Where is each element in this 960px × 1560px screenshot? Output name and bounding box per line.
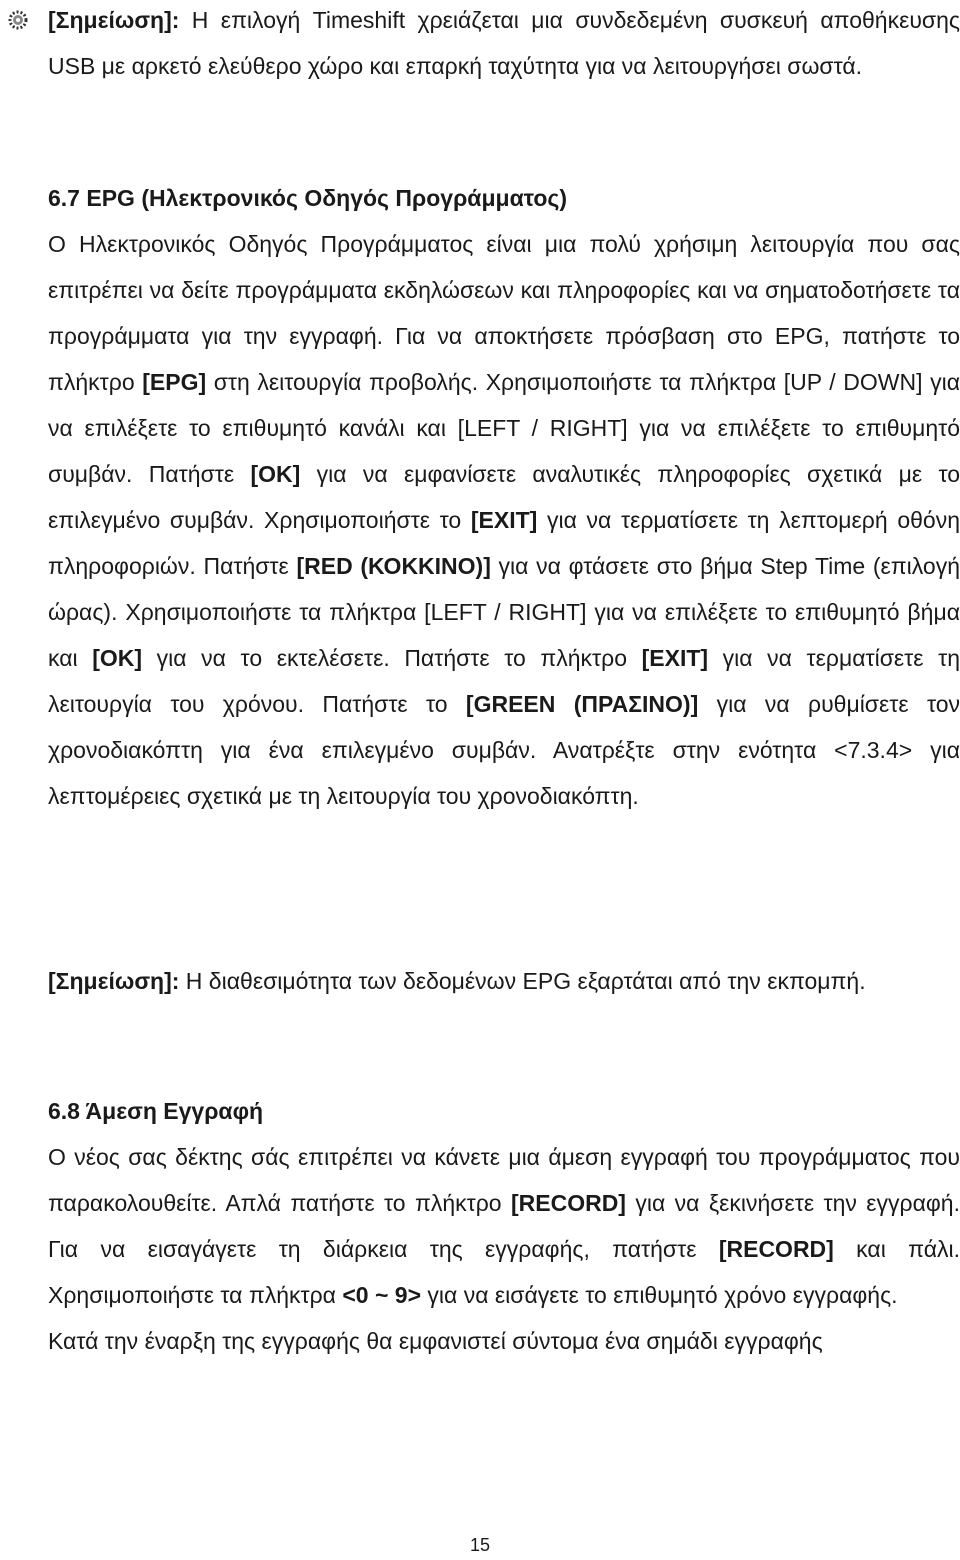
paragraph-text: για να τερματίσετε τη λεπτομερή οθόνη πληροφοριών. Πατήστε bbox=[48, 507, 960, 579]
key-label: [OK] bbox=[250, 461, 301, 487]
key-label: [OK] bbox=[92, 645, 143, 671]
section-instant-recording bbox=[48, 1088, 960, 1364]
paragraph-text: στη λειτουργία προβολής. Χρησιμοποιήστε τα πλήκτρα [UP / DOWN] για να επιλέξετε το επιθυμητό κανάλι και [LEFT / RIGHT] για να επιλέξετε το επιθυμητό συμβάν. Πατήστε bbox=[48, 369, 960, 487]
note-gear-icon bbox=[6, 8, 30, 32]
paragraph-text: και πάλι. Χρησιμοποιήστε τα πλήκτρα bbox=[48, 1236, 960, 1308]
paragraph-text: Ο Ηλεκτρονικός Οδηγός Προγράμματος είναι μια πολύ χρήσιμη λειτουργία που σας επιτρέπει να δείτε προγράμματα εκδηλώσεων και πληροφορίες και να σηματοδοτήσετε τα προγράμματα για την εγγραφή. Για να αποκτήσετε πρόσβαση στο EPG, πατήστε το πλήκτρο bbox=[48, 231, 960, 395]
note-text: Η διαθεσιμότητα των δεδομένων EPG εξαρτάται από την εκπομπή. bbox=[179, 968, 866, 994]
key-label: [RECORD] bbox=[718, 1236, 834, 1262]
section-heading-recording: 6.8 Άμεση Εγγραφή bbox=[48, 1098, 264, 1124]
key-label: [GREEN (ΠΡΑΣΙΝΟ)] bbox=[465, 691, 699, 717]
paragraph-text: Ο νέος σας δέκτης σάς επιτρέπει να κάνετε μια άμεση εγγραφή του προγράμματος που παρακολουθείτε. Απλά πατήστε το πλήκτρο bbox=[48, 1144, 960, 1216]
page-number: 15 bbox=[469, 1535, 491, 1555]
section-heading-epg: 6.7 EPG (Ηλεκτρονικός Οδηγός Προγράμματος) bbox=[48, 185, 568, 211]
paragraph-text: Κατά την έναρξη της εγγραφής θα εμφανιστεί σύντομα ένα σημάδι εγγραφής bbox=[48, 1328, 823, 1354]
paragraph-text: για να εμφανίσετε αναλυτικές πληροφορίες σχετικά με το επιλεγμένο συμβάν. Χρησιμοποιήστε το bbox=[48, 461, 960, 533]
paragraph-text: για να ξεκινήσετε την εγγραφή. Για να εισαγάγετε τη διάρκεια της εγγραφής, πατήστε bbox=[48, 1190, 960, 1262]
key-label: [EXIT] bbox=[641, 645, 709, 671]
note-epg-availability bbox=[48, 958, 960, 1004]
paragraph-text: για να ρυθμίσετε τον χρονοδιακόπτη για ένα επιλεγμένο συμβάν. Ανατρέξτε στην ενότητα <7.3.4> για λεπτομέρειες σχετικά με τη λειτουργία του χρονοδιακόπτη. bbox=[48, 691, 960, 809]
paragraph-text: για να τερματίσετε τη λειτουργία του χρόνου. Πατήστε το bbox=[48, 645, 960, 717]
note-label: [Σημείωση]: bbox=[48, 7, 180, 33]
note-text: Η επιλογή Timeshift χρειάζεται μια συνδεδεμένη συσκευή αποθήκευσης USB με αρκετό ελεύθερο χώρο και επαρκή ταχύτητα για να λειτουργήσει σωστά. bbox=[48, 7, 960, 79]
key-label: [EXIT] bbox=[470, 507, 538, 533]
key-label: <0 ~ 9> bbox=[342, 1282, 422, 1308]
note-timeshift bbox=[48, 0, 960, 89]
note-label: [Σημείωση]: bbox=[48, 968, 180, 994]
section-epg bbox=[48, 175, 960, 819]
key-label: [RECORD] bbox=[510, 1190, 626, 1216]
paragraph-text: για να φτάσετε στο βήμα Step Time (επιλογή ώρας). Χρησιμοποιήστε τα πλήκτρα [LEFT / RIGHT] για να επιλέξετε το επιθυμητό βήμα και bbox=[48, 553, 960, 671]
key-label: [EPG] bbox=[142, 369, 207, 395]
paragraph-text: για να το εκτελέσετε. Πατήστε το πλήκτρο bbox=[142, 645, 642, 671]
paragraph-text: για να εισάγετε το επιθυμητό χρόνο εγγραφής. bbox=[421, 1282, 898, 1308]
key-label: [RED (ΚΟΚΚΙΝΟ)] bbox=[296, 553, 491, 579]
